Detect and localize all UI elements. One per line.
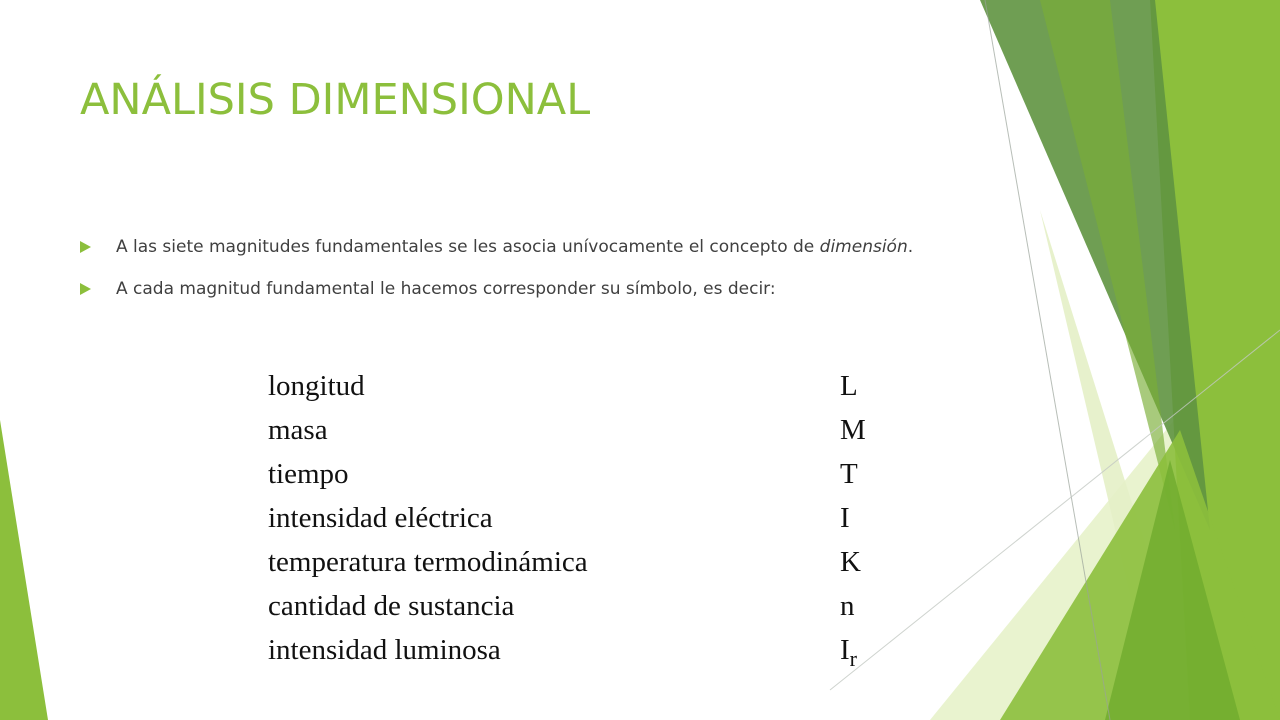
dimension-symbol: $I_r$ — [840, 634, 857, 671]
bullet-item-dimension — [80, 234, 960, 260]
magnitude-name: temperatura termodinámica — [268, 546, 588, 578]
bullet-text-end: . — [907, 237, 914, 257]
dimension-symbol: n — [840, 590, 855, 622]
dimension-symbol: I — [840, 502, 850, 534]
magnitude-name: masa — [268, 414, 328, 446]
table-row — [268, 408, 888, 452]
bullet-item-symbols — [80, 276, 960, 302]
table-row — [268, 496, 888, 540]
slide-title: ANÁLISIS DIMENSIONAL — [80, 75, 591, 125]
bullet-arrow-icon — [80, 283, 91, 295]
left-green-wedge — [0, 420, 48, 720]
magnitude-name: intensidad luminosa — [268, 634, 501, 666]
dimensions-table — [268, 364, 888, 672]
bullet-text-start: A las siete magnitudes fundamentales se les asocia unívocamente el concepto de — [116, 237, 820, 257]
magnitude-name: longitud — [268, 370, 365, 402]
table-row — [268, 540, 888, 584]
dimension-symbol: L — [840, 370, 858, 402]
magnitude-name: intensidad eléctrica — [268, 502, 493, 534]
bullet-text — [116, 237, 913, 257]
dimension-symbol: M — [840, 414, 866, 446]
magnitude-name: cantidad de sustancia — [268, 590, 515, 622]
table-row — [268, 364, 888, 408]
dimension-symbol: T — [840, 458, 858, 490]
bullet-arrow-icon — [80, 241, 91, 253]
bullet-list — [80, 234, 960, 318]
table-row — [268, 452, 888, 496]
bullet-text: A cada magnitud fundamental le hacemos corresponder su símbolo, es decir: — [116, 279, 776, 299]
table-row — [268, 628, 888, 672]
table-row — [268, 584, 888, 628]
magnitude-name: tiempo — [268, 458, 349, 490]
dimension-symbol: K — [840, 546, 861, 578]
emphasized-term: dimensión — [819, 237, 908, 257]
